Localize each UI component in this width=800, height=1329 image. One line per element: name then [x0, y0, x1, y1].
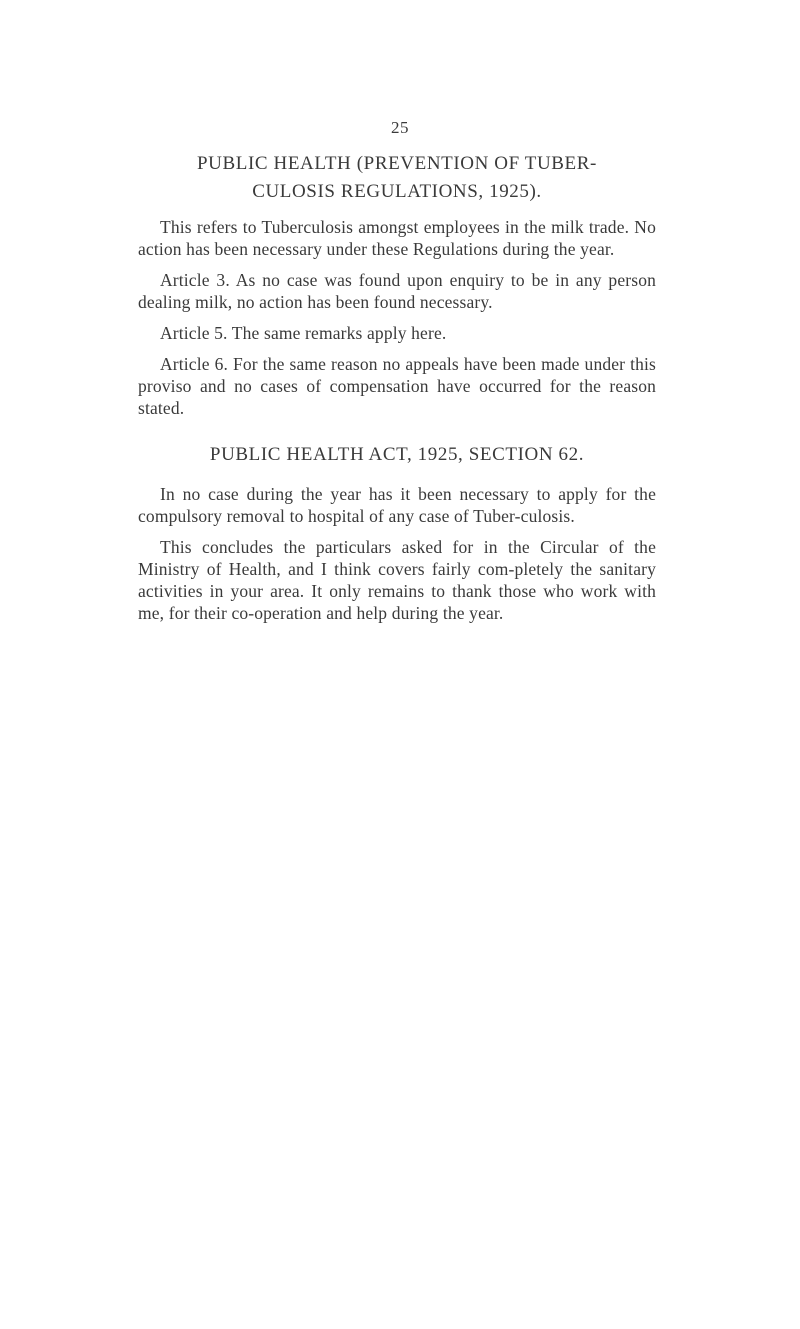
section-heading-public-health-act: PUBLIC HEALTH ACT, 1925, SECTION 62. [209, 444, 585, 465]
paragraph: This refers to Tuberculosis amongst employees in the milk trade. No action has been necessary under these Regulations during the year. [138, 217, 656, 259]
paragraph: Article 5. The same remarks apply here. [160, 323, 447, 343]
section-heading-tuberculosis-regulations [138, 150, 656, 206]
heading-line: CULOSIS REGULATIONS, 1925). [252, 181, 542, 202]
paragraph: Article 3. As no case was found upon enquiry to be in any person dealing milk, no action has been found necessary. [138, 270, 656, 312]
heading-line: PUBLIC HEALTH (PREVENTION OF TUBER- [197, 153, 597, 174]
page-content [138, 150, 656, 633]
paragraph: In no case during the year has it been necessary to apply for the compulsory removal to hospital of any case of Tuber-culosis. [138, 484, 656, 526]
paragraph: Article 6. For the same reason no appeals have been made under this proviso and no cases of compensation have occurred for the reason stated. [138, 354, 656, 418]
page-number: 25 [391, 118, 409, 137]
paragraph: This concludes the particulars asked for in the Circular of the Ministry of Health, and I think covers fairly com-pletely the sanitary activities in your area. It only remains to thank those who work with me, for their co-operation and help during the year. [138, 537, 656, 623]
